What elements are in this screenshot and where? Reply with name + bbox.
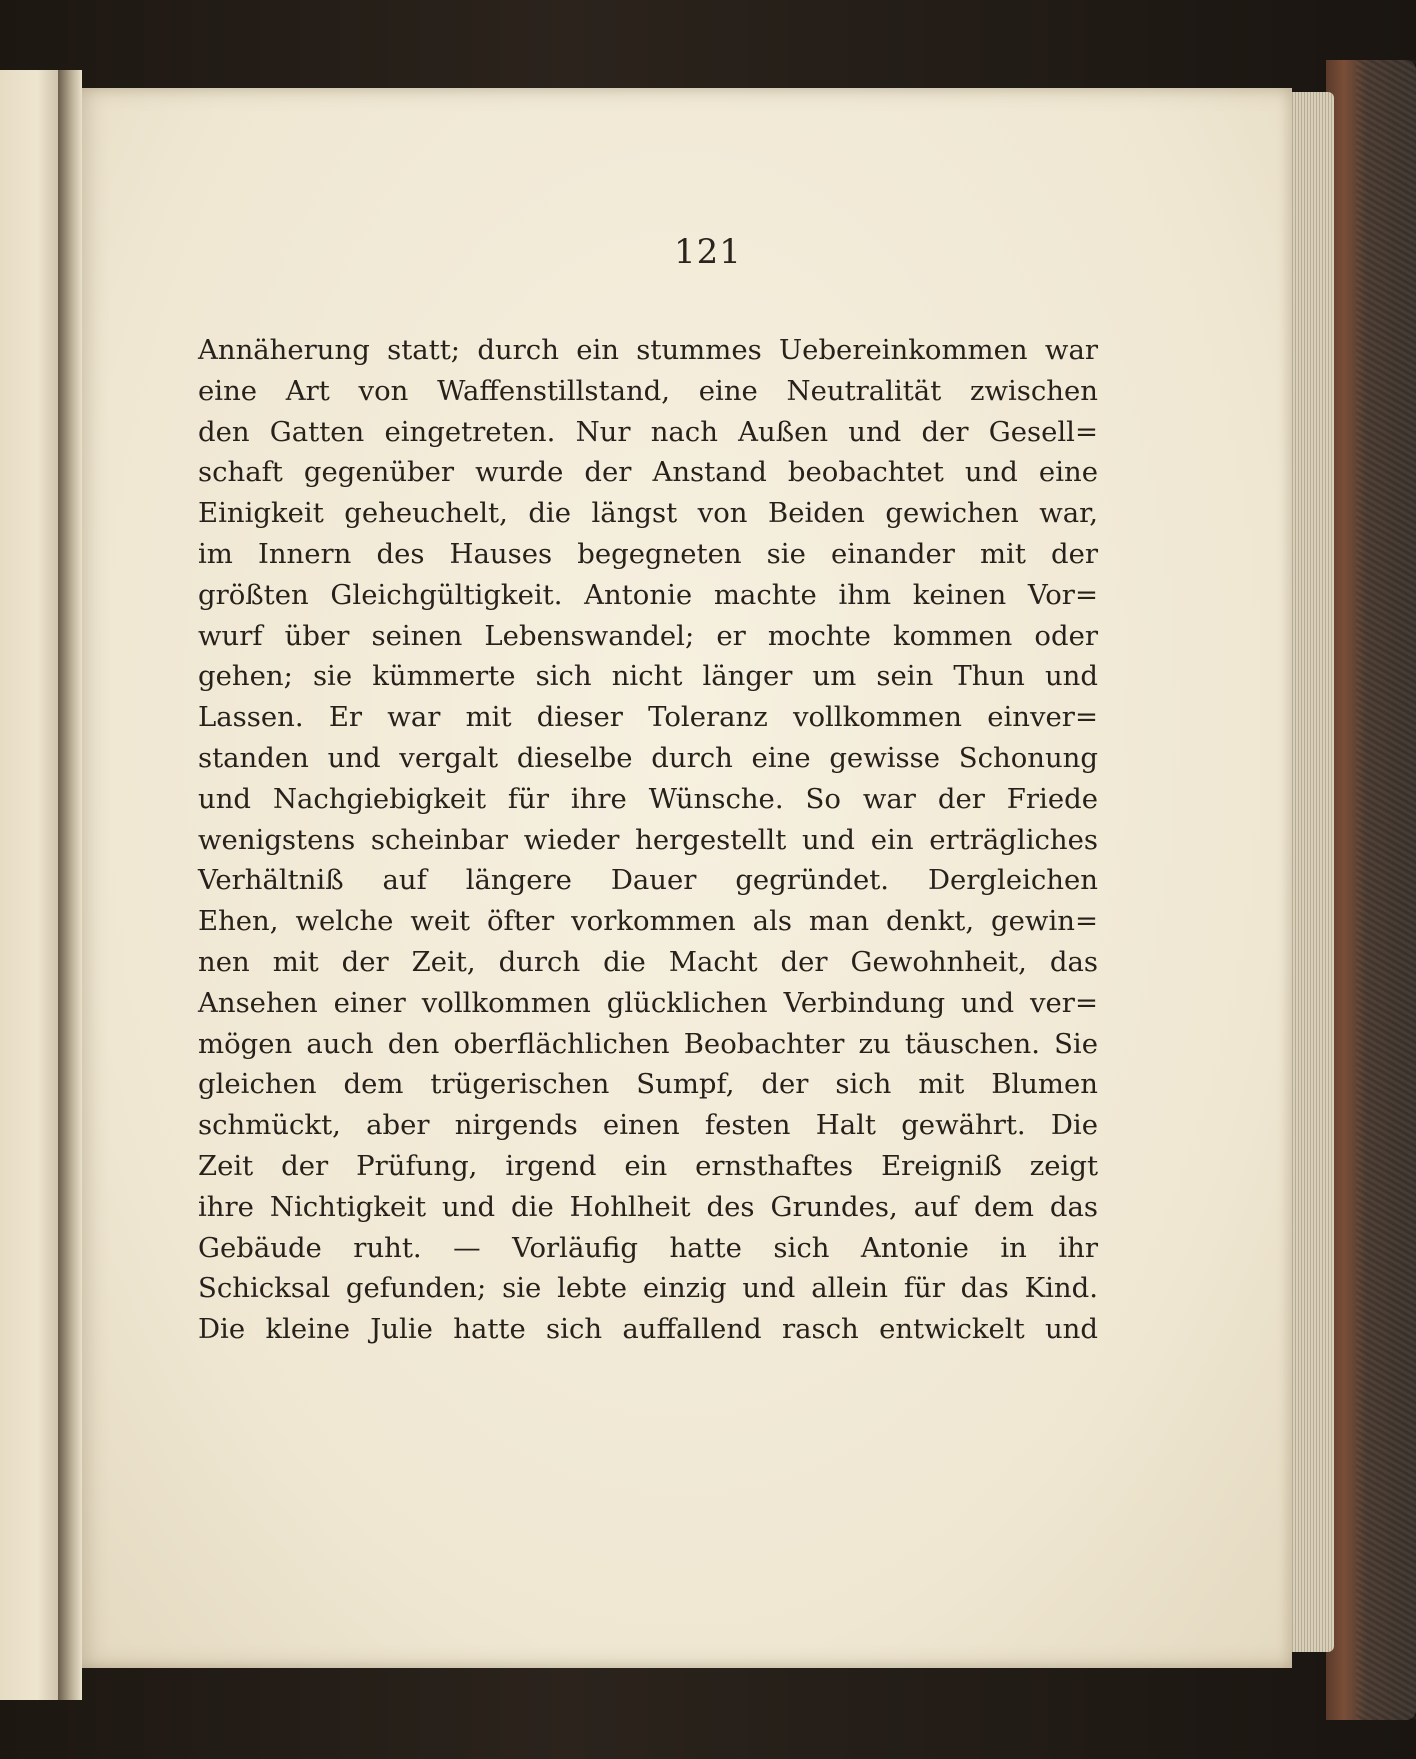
page-number: 121 xyxy=(674,232,742,272)
body-text xyxy=(198,330,1098,1350)
text-line: ihre Nichtigkeit und die Hohlheit des Grundes, auf dem das xyxy=(198,1190,1098,1223)
page-block-edge xyxy=(1290,92,1334,1652)
text-line: Zeit der Prüfung, irgend ein ernsthaftes Ereigniß zeigt xyxy=(198,1149,1098,1182)
text-line: schmückt, aber nirgends einen festen Halt gewährt. Die xyxy=(198,1109,1098,1142)
text-line: Annäherung statt; durch ein stummes Uebereinkommen war xyxy=(198,334,1098,366)
text-line: wurf über seinen Lebenswandel; er mochte kommen oder xyxy=(198,619,1098,652)
text-line: größten Gleichgültigkeit. Antonie machte ihm keinen Vor= xyxy=(198,578,1098,611)
text-line: Ehen, welche weit öfter vorkommen als man denkt, gewin= xyxy=(198,905,1098,938)
book-gutter xyxy=(58,70,82,1700)
text-line: mögen auch den oberflächlichen Beobachter zu täuschen. Sie xyxy=(198,1027,1098,1060)
text-line: Gebäude ruht. — Vorläufig hatte sich Antonie in ihr xyxy=(198,1231,1098,1264)
text-line: Einigkeit geheuchelt, die längst von Beiden gewichen war, xyxy=(198,497,1098,530)
text-line: und Nachgiebigkeit für ihre Wünsche. So war der Friede xyxy=(198,782,1098,815)
text-line: im Innern des Hauses begegneten sie einander mit der xyxy=(198,537,1098,570)
text-line: Ansehen einer vollkommen glücklichen Verbindung und ver= xyxy=(198,986,1098,1019)
text-line: gleichen dem trügerischen Sumpf, der sich mit Blumen xyxy=(198,1068,1098,1101)
text-line: den Gatten eingetreten. Nur nach Außen und der Gesell= xyxy=(198,415,1098,448)
text-line: gehen; sie kümmerte sich nicht länger um sein Thun und xyxy=(198,660,1098,693)
text-line: standen und vergalt dieselbe durch eine gewisse Schonung xyxy=(198,741,1098,774)
text-line: eine Art von Waffenstillstand, eine Neutralität zwischen xyxy=(198,374,1098,407)
text-line: nen mit der Zeit, durch die Macht der Gewohnheit, das xyxy=(198,945,1098,978)
text-line: Verhältniß auf längere Dauer gegründet. Dergleichen xyxy=(198,864,1098,897)
text-line: Schicksal gefunden; sie lebte einzig und allein für das Kind. xyxy=(198,1272,1098,1305)
text-line: schaft gegenüber wurde der Anstand beobachtet und eine xyxy=(198,456,1098,489)
text-line: Die kleine Julie hatte sich auffallend rasch entwickelt und xyxy=(198,1313,1098,1346)
left-page-edge xyxy=(0,70,62,1700)
book-cover-edge xyxy=(1326,60,1416,1720)
text-line: Lassen. Er war mit dieser Toleranz vollkommen einver= xyxy=(198,701,1098,734)
text-line: wenigstens scheinbar wieder hergestellt und ein erträgliches xyxy=(198,823,1098,856)
